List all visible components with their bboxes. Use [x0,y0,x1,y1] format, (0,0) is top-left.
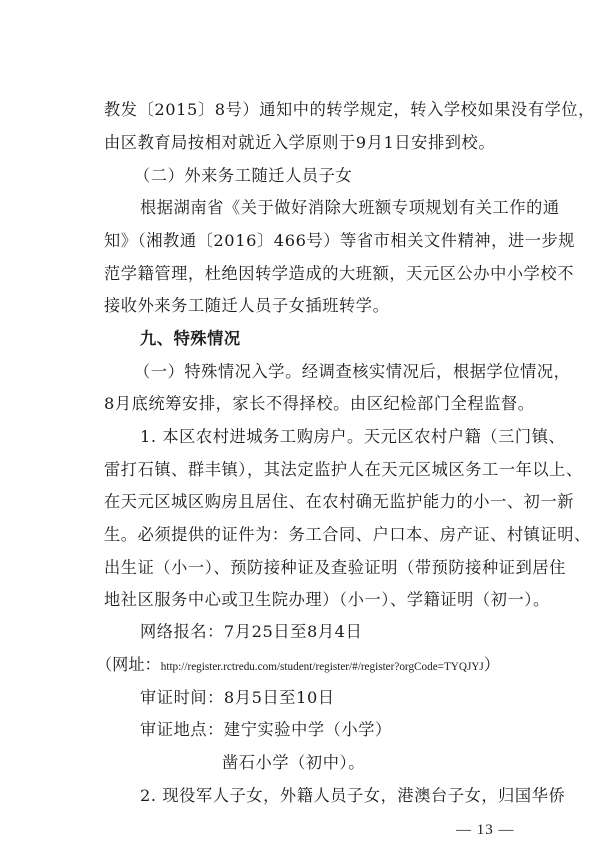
paragraph-line: 由区教育局按相对就近入学原则于9月1日安排到校。 [104,133,496,152]
review-time: 审证时间：8月5日至10日 [140,688,335,707]
registration-url[interactable]: http://register.rctredu.com/student/register/#/register?orgCode=TYQJYJ [160,661,484,673]
paragraph-line: 生。必须提供的证件为：务工合同、户口本、房产证、村镇证明、 [104,525,591,544]
page-number: — 13 — [456,822,515,838]
paragraph-line: 出生证（小一）、预防接种证及查验证明（带预防接种证到居住 [104,558,566,577]
paragraph-line: 教发〔2015〕8号）通知中的转学规定，转入学校如果没有学位， [104,100,595,119]
url-suffix: ） [483,655,500,674]
review-place-continued: 凿石小学（初中）。 [222,753,365,772]
paragraph-line: 知》（湘教通〔2016〕466号）等省市相关文件精神，进一步规 [104,231,576,250]
paragraph-line: 地社区服务中心或卫生院办理）（小一）、学籍证明（初一）。 [104,590,550,609]
registration-url-line [96,655,500,677]
paragraph-line: 1. 本区农村进城务工购房户。天元区农村户籍（三门镇、 [140,427,566,446]
paragraph-line: 接收外来务工随迁人员子女插班转学。 [104,296,390,315]
section-heading: 九、特殊情况 [140,329,241,348]
paragraph-line: 在天元区城区购房且居住、在农村确无监护能力的小一、初一新 [104,492,575,511]
paragraph-line: 2. 现役军人子女，外籍人员子女，港澳台子女，归国华侨 [140,786,566,805]
review-place: 审证地点：建宁实验中学（小学） [140,720,392,739]
url-prefix: （网址： [96,655,161,674]
paragraph-line: 8月底统筹安排，家长不得择校。由区纪检部门全程监督。 [104,394,535,413]
registration-dates: 网络报名：7月25日至8月4日 [140,622,363,641]
paragraph-line: 范学籍管理，杜绝因转学造成的大班额，天元区公办中小学校不 [104,264,575,283]
section-subheading: （二）外来务工随迁人员子女 [134,166,353,185]
paragraph-line: 根据湖南省《关于做好消除大班额专项规划有关工作的通 [140,198,560,217]
paragraph-line: （一）特殊情况入学。经调查核实情况后，根据学位情况， [134,362,571,381]
paragraph-line: 雷打石镇、群丰镇），其法定监护人在天元区城区务工一年以上、 [104,460,583,479]
